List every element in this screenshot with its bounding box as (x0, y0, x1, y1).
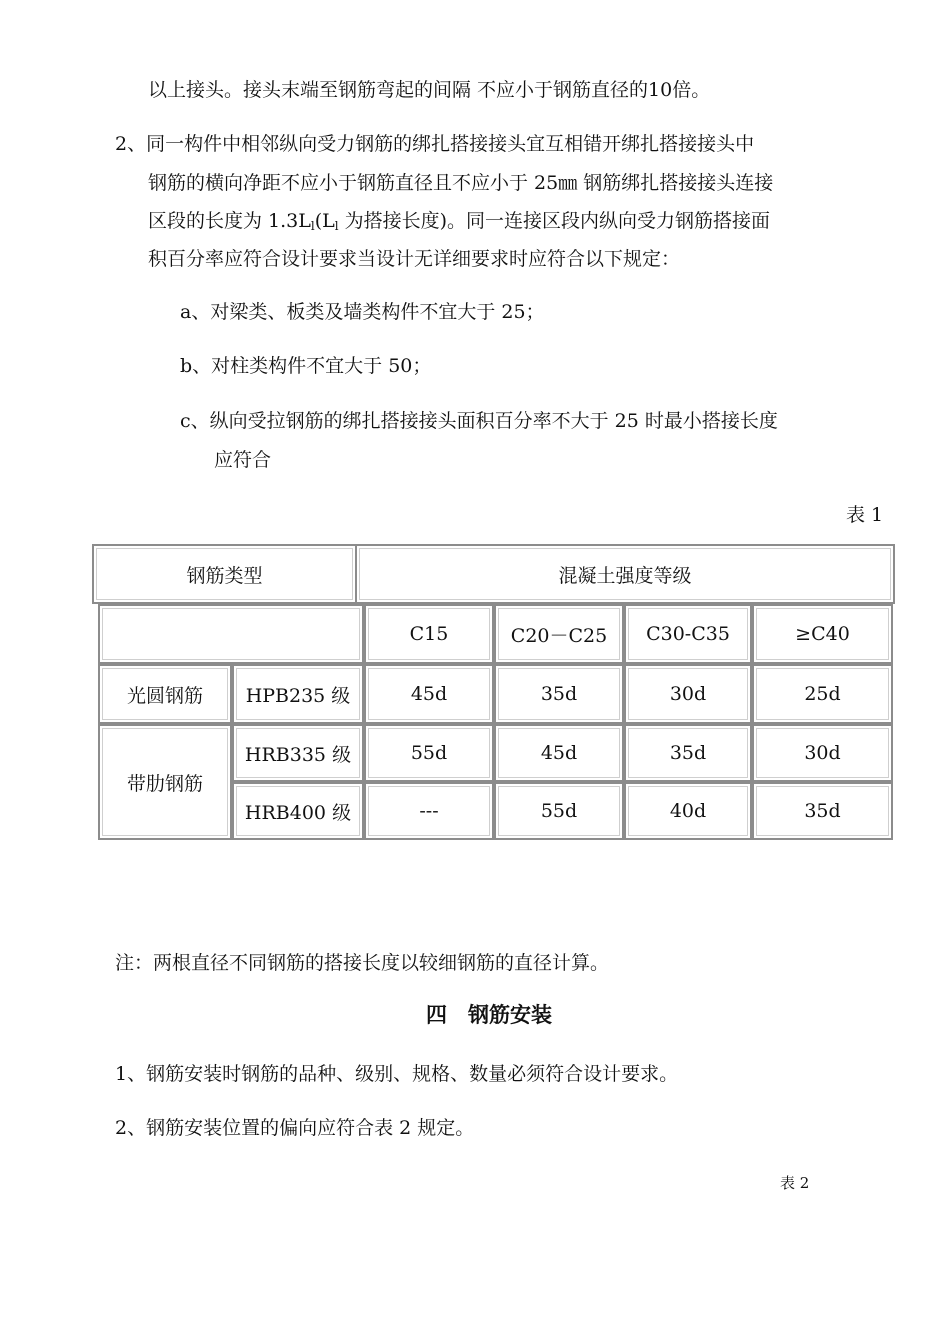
list-item: a、对梁类、板类及墙类构件不宜大于 25； (180, 301, 545, 323)
value-cell: 40d (624, 782, 752, 840)
rebar-type-cell: 带肋钢筋 (98, 724, 232, 840)
section-title: 四 钢筋安装 (426, 1002, 552, 1027)
value-cell: 25d (752, 664, 893, 724)
paragraph-line: 积百分率应符合设计要求当设计无详细要求时应符合以下规定： (148, 248, 681, 270)
value-cell: 30d (624, 664, 752, 724)
grade-cell: C30-C35 (624, 604, 752, 664)
paragraph-line: 以上接头。接头末端至钢筋弯起的间隔 不应小于钢筋直径的10倍。 (148, 79, 711, 101)
grade-cell: C15 (364, 604, 494, 664)
rebar-grade-cell: HRB335 级 (232, 724, 364, 782)
header-cell-concrete-grade: 混凝土强度等级 (355, 544, 895, 604)
list-item: b、对柱类构件不宜大于 50； (180, 355, 432, 377)
subscript: l (334, 219, 339, 233)
value-cell: 35d (624, 724, 752, 782)
grade-cell: ≥C40 (752, 604, 893, 664)
value-cell: --- (364, 782, 494, 840)
text-segment: 为搭接长度)。同一连接区段内纵向受力钢筋搭接面 (338, 210, 771, 232)
value-cell: 35d (494, 664, 624, 724)
table-caption: 表 1 (846, 504, 884, 526)
rebar-grade-cell: HPB235 级 (232, 664, 364, 724)
rebar-type-cell: 光圆钢筋 (98, 664, 232, 724)
text-segment: 区段的长度为 1.3L (148, 210, 311, 232)
paragraph-line (148, 208, 770, 239)
empty-cell (98, 604, 364, 664)
rebar-grade-cell: HRB400 级 (232, 782, 364, 840)
section-item: 1、钢筋安装时钢筋的品种、级别、规格、数量必须符合设计要求。 (115, 1063, 679, 1085)
list-item: c、纵向受拉钢筋的绑扎搭接接头面积百分率不大于 25 时最小搭接长度 (180, 410, 778, 432)
grade-cell: C20－C25 (494, 604, 624, 664)
subscript: l (310, 219, 315, 233)
value-cell: 35d (752, 782, 893, 840)
list-item-continuation: 应符合 (214, 449, 272, 471)
value-cell: 45d (494, 724, 624, 782)
header-cell-rebar-type: 钢筋类型 (92, 544, 357, 604)
value-cell: 45d (364, 664, 494, 724)
value-cell: 55d (364, 724, 494, 782)
value-cell: 30d (752, 724, 893, 782)
paragraph-line: 钢筋的横向净距不应小于钢筋直径且不应小于 25㎜ 钢筋绑扎搭接接头连接 (148, 172, 774, 194)
table-caption: 表 2 (780, 1174, 810, 1192)
paragraph-line: 2、同一构件中相邻纵向受力钢筋的绑扎搭接接头宜互相错开绑扎搭接接头中 (115, 133, 755, 155)
value-cell: 55d (494, 782, 624, 840)
note-text: 注：两根直径不同钢筋的搭接长度以较细钢筋的直径计算。 (115, 952, 610, 974)
section-item: 2、钢筋安装位置的偏向应符合表 2 规定。 (115, 1117, 475, 1139)
text-segment: (L (314, 210, 335, 232)
